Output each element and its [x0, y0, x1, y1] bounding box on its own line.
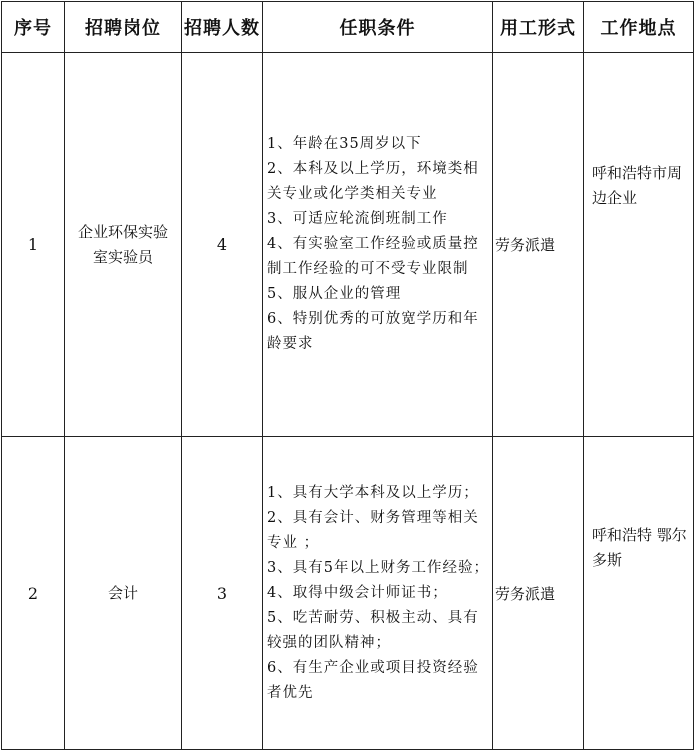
requirement-item: 2、本科及以上学历，环境类相关专业或化学类相关专业 — [267, 161, 479, 202]
header-count: 招聘人数 — [182, 2, 263, 53]
header-employment: 用工形式 — [493, 2, 584, 53]
row-employment: 劳务派遣 — [493, 437, 584, 750]
row-count: 3 — [182, 437, 263, 750]
row-post: 企业环保实验室实验员 — [65, 53, 182, 437]
row-requirements — [263, 437, 493, 750]
row-count: 4 — [182, 53, 263, 437]
row-post: 会计 — [65, 437, 182, 750]
requirement-item: 6、特别优秀的可放宽学历和年龄要求 — [267, 311, 479, 352]
row-location: 呼和浩特 鄂尔多斯 — [584, 437, 694, 750]
requirement-item: 5、服从企业的管理 — [267, 286, 402, 302]
requirement-item: 3、具有5年以上财务工作经验； — [267, 559, 489, 576]
header-requirements: 任职条件 — [263, 2, 493, 53]
table-row — [2, 437, 694, 750]
header-location: 工作地点 — [584, 2, 694, 53]
requirement-item: 6、有生产企业或项目投资经验者优先 — [267, 659, 479, 701]
row-employment: 劳务派遣 — [493, 53, 584, 437]
row-index: 1 — [2, 53, 65, 437]
requirement-item: 4、取得中级会计师证书； — [267, 584, 448, 601]
recruitment-table — [1, 1, 694, 750]
header-index: 序号 — [2, 2, 65, 53]
requirement-item: 1、具有大学本科及以上学历； — [267, 484, 479, 501]
row-requirements — [263, 53, 493, 437]
row-location: 呼和浩特市周边企业 — [584, 53, 694, 437]
header-row — [2, 2, 694, 53]
row-index: 2 — [2, 437, 65, 750]
requirement-item: 4、有实验室工作经验或质量控制工作经验的可不受专业限制 — [267, 236, 479, 277]
requirement-item: 2、具有会计、财务管理等相关专业 ； — [267, 509, 479, 551]
requirement-item: 3、可适应轮流倒班制工作 — [267, 211, 448, 227]
requirement-item: 5、吃苦耐劳、积极主动、具有较强的团队精神； — [267, 609, 479, 651]
table-row — [2, 53, 694, 437]
header-post: 招聘岗位 — [65, 2, 182, 53]
requirement-item: 1、年龄在35周岁以下 — [267, 136, 422, 152]
